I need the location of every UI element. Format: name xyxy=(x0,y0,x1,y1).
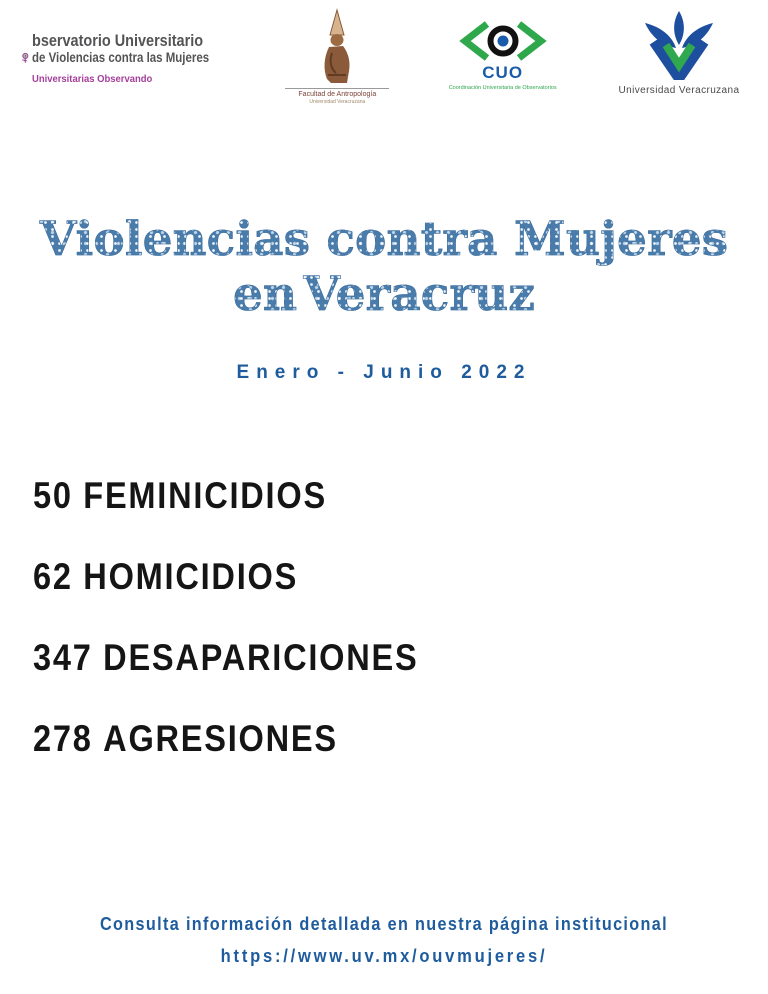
cuo-logo xyxy=(435,20,571,91)
footer-note: Consulta información detallada en nuestra página institucional xyxy=(100,914,668,934)
stat-label: HOMICIDIOS xyxy=(83,556,299,597)
stat-value: 347 xyxy=(33,637,93,678)
ouv-line1: bservatorio Universitario xyxy=(31,31,203,50)
cuo-eye-icon xyxy=(457,20,549,62)
stat-value: 278 xyxy=(33,718,93,759)
uv-fleur-icon xyxy=(631,10,727,80)
stat-value: 50 xyxy=(33,475,73,516)
ouv-tagline: Universitarias Observando xyxy=(31,72,152,85)
antro-subcaption: Universidad Veracruzana xyxy=(309,99,366,105)
ouv-line2: de Violencias contra las Mujeres xyxy=(31,50,209,66)
cuo-acronym: CUO xyxy=(482,63,524,82)
female-symbol-eye-icon xyxy=(22,12,29,104)
page-title xyxy=(0,212,768,323)
antro-divider xyxy=(285,88,389,89)
title-line2: en Veracruz xyxy=(0,267,768,322)
stat-label: AGRESIONES xyxy=(103,718,338,759)
logo-header xyxy=(0,8,768,112)
cuo-tagline: Coordinación Universitaria de Observatorios xyxy=(448,85,557,91)
prehispanic-figurine-icon xyxy=(309,8,365,86)
stat-desapariciones xyxy=(33,639,418,676)
uv-logo xyxy=(612,10,746,96)
stat-label: FEMINICIDIOS xyxy=(83,475,327,516)
date-range: Enero - Junio 2022 xyxy=(236,362,532,383)
ouv-logo-text xyxy=(32,12,240,104)
ouv-badge-label: OUVMujeres xyxy=(22,60,26,62)
footer xyxy=(0,914,768,967)
stat-homicidios xyxy=(33,558,418,595)
stat-label: DESAPARICIONES xyxy=(103,637,419,678)
title-line1: Violencias contra Mujeres xyxy=(0,212,768,267)
stat-feminicidios xyxy=(33,477,418,514)
antropologia-logo xyxy=(281,8,393,105)
ouv-logo xyxy=(22,12,240,104)
uv-caption: Universidad Veracruzana xyxy=(618,85,740,96)
stat-agresiones xyxy=(33,720,418,757)
stat-value: 62 xyxy=(33,556,73,597)
antro-caption: Facultad de Antropología xyxy=(298,91,377,98)
footer-url[interactable]: https://www.uv.mx/ouvmujeres/ xyxy=(220,946,548,966)
statistics-list xyxy=(33,477,471,801)
